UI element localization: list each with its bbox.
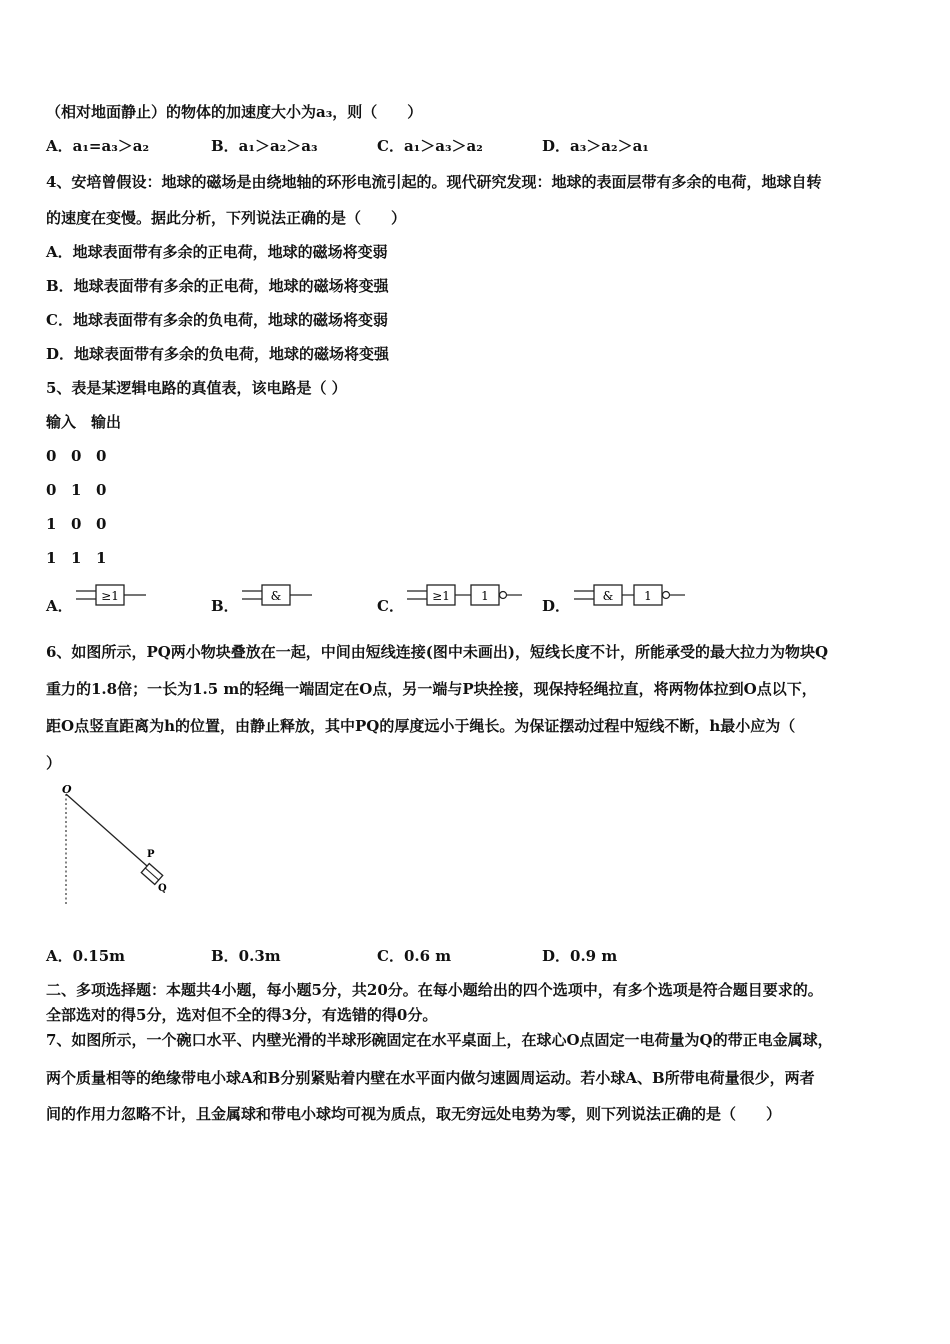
truth-table-row: 1 0 0	[46, 515, 107, 533]
q3-option-c: C．a₁＞a₃＞a₂	[377, 137, 483, 155]
q4-stem-line1: 4、安培曾假设：地球的磁场是由绕地轴的环形电流引起的。现代研究发现：地球的表面层带有多余的电荷，地球自转	[46, 173, 822, 191]
truth-table-row: 1 1 1	[46, 549, 107, 567]
q6-stem-line2: 重力的1.8倍；一长为1.5 m的轻绳一端固定在O点，另一端与P块拴接，现保持轻绳拉直，将两物体拉到O点以下，	[46, 680, 817, 698]
q7-stem-line1: 7、如图所示，一个碗口水平、内壁光滑的半球形碗固定在水平桌面上，在球心O点固定一电荷量为Q的带正电金属球，	[46, 1031, 833, 1049]
q3-stem-tail: （相对地面静止）的物体的加速度大小为a₃，则（ ）	[46, 103, 423, 121]
truth-table-row: 0 0 0	[46, 447, 107, 465]
q3-option-a: A．a₁=a₃＞a₂	[46, 137, 150, 155]
q5-option-a-label: A．	[46, 597, 73, 615]
q5-table-header: 输入 输出	[46, 413, 122, 431]
block-p-label: P	[147, 849, 155, 860]
q6-stem-line3: 距O点竖直距离为h的位置，由静止释放，其中PQ的厚度远小于绳长。为保证摆动过程中短线不断，h最小应为（	[46, 717, 796, 735]
q4-stem-line2: 的速度在变慢。据此分析，下列说法正确的是（ ）	[46, 209, 407, 227]
section2-heading-line1: 二、多项选择题：本题共4小题，每小题5分，共20分。在每小题给出的四个选项中，有多个选项是符合题目要求的。	[46, 981, 823, 999]
or-gate-diagram	[74, 582, 149, 608]
section2-heading-line2: 全部选对的得5分，选对但不全的得3分，有选错的得0分。	[46, 1006, 438, 1024]
block-q-label: Q	[158, 883, 167, 894]
q4-option-a: A．地球表面带有多余的正电荷，地球的磁场将变弱	[46, 243, 388, 261]
q5-option-b-label: B．	[211, 597, 239, 615]
gate-symbol-text: ≥1	[101, 589, 119, 603]
q5-option-c-label: C．	[377, 597, 404, 615]
q6-option-b: B．0.3m	[211, 947, 281, 965]
q4-option-b: B．地球表面带有多余的正电荷，地球的磁场将变强	[46, 277, 389, 295]
q3-option-b: B．a₁＞a₂＞a₃	[211, 137, 318, 155]
q7-stem-line3: 间的作用力忽略不计，且金属球和带电小球均可视为质点，取无穷远处电势为零，则下列说法正确的是（ ）	[46, 1105, 782, 1123]
gate-symbol-text: 1	[644, 589, 652, 603]
q3-option-d: D．a₃＞a₂＞a₁	[542, 137, 649, 155]
q5-stem: 5、表是某逻辑电路的真值表，该电路是（ ）	[46, 379, 347, 397]
q6-stem-line1: 6、如图所示，PQ两小物块叠放在一起，中间由短线连接(图中未画出)，短线长度不计，所能承受的最大拉力为物块Q	[46, 643, 829, 661]
pendulum-figure	[55, 782, 185, 912]
q6-option-d: D．0.9 m	[542, 947, 618, 965]
gate-symbol-text: &	[270, 589, 282, 603]
q6-stem-line4: ）	[46, 754, 62, 772]
q6-option-c: C．0.6 m	[377, 947, 452, 965]
gate-symbol-text: 1	[481, 589, 489, 603]
q5-option-d-label: D．	[542, 597, 571, 615]
q6-option-a: A．0.15m	[46, 947, 126, 965]
gate-symbol-text: ≥1	[432, 589, 450, 603]
q4-option-c: C．地球表面带有多余的负电荷，地球的磁场将变弱	[46, 311, 388, 329]
rope-line	[66, 794, 147, 866]
nor-gate-diagram	[405, 582, 525, 608]
point-o-label: O	[62, 783, 72, 796]
q4-option-d: D．地球表面带有多余的负电荷，地球的磁场将变强	[46, 345, 390, 363]
and-gate-diagram	[240, 582, 315, 608]
q7-stem-line2: 两个质量相等的绝缘带电小球A和B分别紧贴着内壁在水平面内做匀速圆周运动。若小球A、B所带电荷量很少，两者	[46, 1069, 815, 1087]
nand-gate-diagram	[572, 582, 692, 608]
gate-symbol-text: &	[602, 589, 614, 603]
blocks-pq	[141, 864, 162, 885]
truth-table-row: 0 1 0	[46, 481, 107, 499]
